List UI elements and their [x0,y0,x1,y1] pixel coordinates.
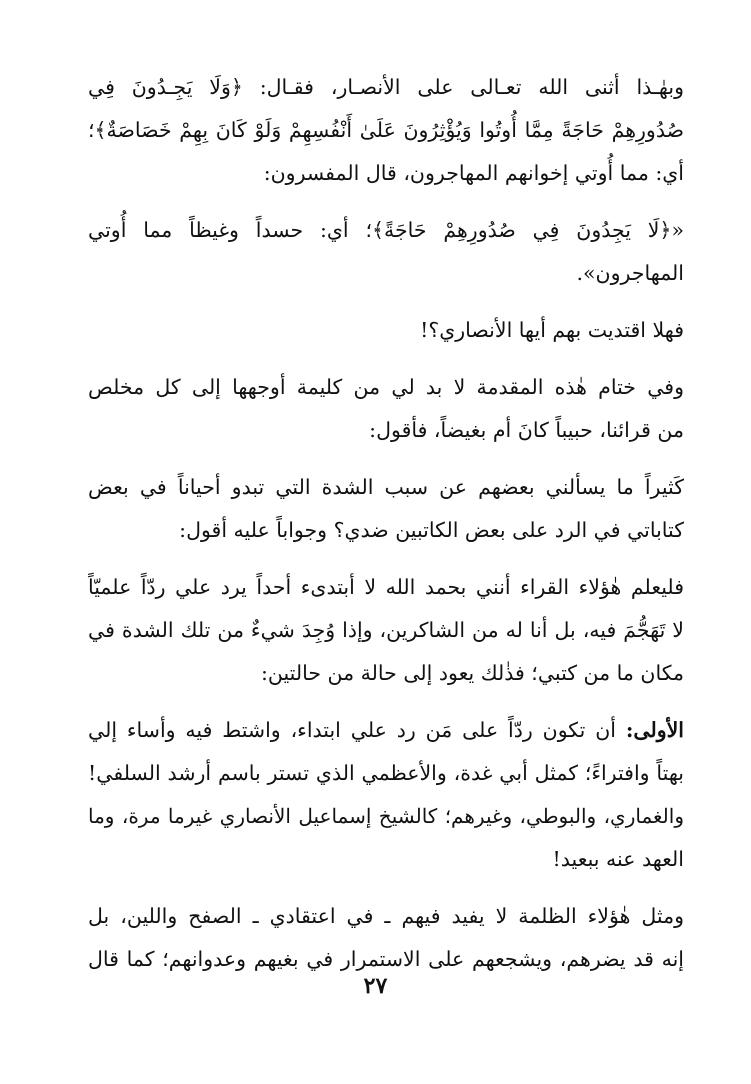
paragraph-closing-intro [88,366,684,452]
text-line: المهاجرون». [576,261,684,285]
paragraph-first-case [88,709,684,881]
text-line: لا تَهَجُّمَ فيه، بل أنا له من الشاكرين، وإذا وُجِدَ شيءٌ من تلك الشدة في [88,618,684,642]
paragraph-question [88,309,684,352]
text-line [88,709,684,752]
paragraph-severity-question [88,466,684,552]
text-line: صُدُورِهِمْ حَاجَةً مِمَّا أُوتُوا وَيُؤْثِرُونَ عَلَىٰ أَنْفُسِهِمْ وَلَوْ كَانَ بِهِمْ خَصَاصَةٌ﴾؛ [88,118,684,142]
first-case-text: أن تكون ردّاً على مَن رد علي ابتداء، واشتط فيه وأساء إلي [88,718,626,742]
page-body [88,66,684,995]
paragraph-oppressors [88,895,684,981]
text-line: وفي ختام هٰذه المقدمة لا بد لي من كليمة أوجهها إلى كل مخلص [88,375,684,399]
text-line: ومثل هٰؤلاء الظلمة لا يفيد فيهم ـ في اعتقادي ـ الصفح واللين، بل [88,904,684,928]
paragraph-mufassirun-quote [88,209,684,295]
text-line: وبهٰـذا أثنى الله تعـالى على الأنصـار، فقـال: ﴿وَلَا يَجِـدُونَ فِي [88,75,684,99]
text-line: العهد عنه ببعيد! [552,847,684,871]
paragraph-quran-ansar [88,66,684,195]
text-line: أي: مما أُوتي إخوانهم المهاجرون، قال المفسرون: [263,161,684,185]
paragraph-reply [88,566,684,695]
text-line: «﴿لَا يَجِدُونَ فِي صُدُورِهِمْ حَاجَةً﴾؛ أي: حسداً وغيظاً مما أُوتي [88,218,684,242]
text-line: إنه قد يضرهم، ويشجعهم على الاستمرار في بغيهم وعدوانهم؛ كما قال [88,947,684,971]
first-case-heading: الأولى: [625,718,684,742]
text-line: فهلا اقتديت بهم أيها الأنصاري؟! [420,318,684,342]
text-line: كتاباتي في الرد على بعض الكاتبين ضدي؟ وجواباً عليه أقول: [179,518,684,542]
text-line: من قرائنا، حبيباً كانَ أم بغيضاً، فأقول: [369,418,684,442]
text-line: مكان ما من كتبي؛ فذٰلك يعود إلى حالة من حالتين: [260,661,684,685]
text-line: بهتاً وافتراءً؛ كمثل أبي غدة، والأعظمي الذي تستر باسم أرشد السلفي! [88,761,684,785]
text-line: والغماري، والبوطي، وغيرهم؛ كالشيخ إسماعيل الأنصاري غيرما مرة، وما [88,804,684,828]
text-line: كَثيراً ما يسألني بعضهم عن سبب الشدة التي تبدو أحياناً في بعض [88,475,684,499]
text-line: فليعلم هٰؤلاء القراء أنني بحمد الله لا أبتدىء أحداً يرد علي ردّاً علميّاً [88,575,684,599]
page-number: ٢٧ [363,973,388,999]
